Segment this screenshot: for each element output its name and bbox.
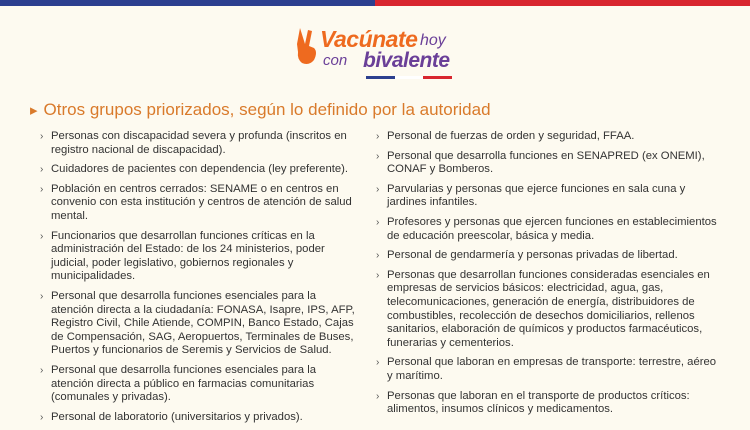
list-item: [376, 130, 718, 144]
bullet-chevron-icon: ›: [40, 364, 44, 376]
list-item-text: Funcionarios que desarrollan funciones críticas en la administración del Estado: de los 24 ministerios, poder judicial, poder legislativo, gobiernos regionales y municipalidades.: [51, 229, 325, 283]
list-item-text: Personas que desarrollan funciones consideradas esenciales en empresas de servicios básicos: electricidad, agua, gas, telecomunicaciones, generación de energía, distribuidores de combustibles, recolección de desechos domiciliarios, rellenos sanitarios, elaboración de químicos y productos farmacéuticos, funerarias y cementerios.: [387, 268, 710, 349]
list-item: [376, 356, 718, 383]
list-item-text: Personal de gendarmería y personas privadas de libertad.: [387, 249, 678, 262]
bullet-chevron-icon: ›: [40, 230, 44, 242]
list-item-text: Personal que desarrolla funciones esenciales para la atención directa a la ciudadanía: FONASA, Isapre, IPS, AFP, Registro Civil, Chile Atiende, COMPIN, Banco Estado, Cajas de Compensación, SAG, Aeropuertos, Terminales de Buses, Puertos y funcionarios de Seremis y Servicios de Salud.: [51, 289, 355, 357]
bullet-chevron-icon: ›: [40, 411, 44, 423]
bullet-chevron-icon: ›: [376, 390, 380, 402]
list-item-text: Personas con discapacidad severa y profunda (inscritos en registro nacional de discapacidad).: [51, 130, 347, 156]
bullet-chevron-icon: ›: [40, 131, 44, 142]
list-item: [376, 269, 718, 351]
bullet-chevron-icon: ›: [376, 250, 380, 262]
list-item-text: Parvularias y personas que ejerce funciones en sala cuna y jardines infantiles.: [387, 182, 686, 209]
list-item-text: Profesores y personas que ejercen funciones en establecimientos de educación preescolar, básica y media.: [387, 215, 717, 242]
list-item: [376, 150, 718, 177]
logo-word-hoy: hoy: [420, 32, 446, 49]
list-item: [376, 249, 718, 263]
campaign-logo: [290, 22, 470, 80]
logo-word-con: con: [323, 52, 348, 69]
list-item-text: Personas que laboran en el transporte de productos críticos: alimentos, insumos clínicos y medicamentos.: [387, 389, 690, 416]
bullet-chevron-icon: ›: [40, 183, 44, 195]
section-heading-text: Otros grupos priorizados, según lo definido por la autoridad: [43, 100, 491, 119]
list-item: [376, 183, 718, 210]
bullet-chevron-icon: ›: [376, 150, 380, 162]
list-item: [40, 364, 358, 405]
list-item-text: Población en centros cerrados: SENAME o en centros en convenio con esta institución y centros de atención de salud mental.: [51, 182, 352, 222]
logo-underline: [366, 76, 452, 79]
bullet-chevron-icon: ›: [40, 290, 44, 302]
logo-word-bivalente: bivalente: [363, 49, 450, 72]
victory-hand-icon: [294, 26, 322, 66]
top-color-bar: [0, 0, 750, 6]
list-item-text: Personal que desarrolla funciones esenciales para la atención directa a público en farmacias comunitarias (comunales y privadas).: [51, 363, 317, 404]
bullet-chevron-icon: ›: [40, 164, 44, 176]
list-item: [40, 230, 358, 284]
bullet-chevron-icon: ›: [376, 183, 380, 195]
list-item: [40, 130, 358, 157]
bullet-chevron-icon: ›: [376, 216, 380, 228]
list-item: [40, 163, 358, 177]
right-list: [376, 130, 718, 423]
logo-word-vacunate: Vacúnate: [320, 26, 418, 52]
list-item: [40, 183, 358, 224]
list-item-text: Personal que desarrolla funciones en SENAPRED (ex ONEMI), CONAF y Bomberos.: [387, 149, 705, 176]
bullet-chevron-icon: ›: [376, 131, 380, 142]
list-item: [40, 411, 358, 425]
list-item-text: Personal de fuerzas de orden y seguridad, FFAA.: [387, 130, 635, 142]
chevron-right-icon: ▸: [30, 102, 38, 119]
section-heading: [30, 100, 730, 120]
list-item-text: Personal que laboran en empresas de transporte: terrestre, aéreo y marítimo.: [387, 356, 717, 382]
top-bar-blue: [0, 0, 375, 6]
list-item-text: Cuidadores de pacientes con dependencia (ley preferente).: [51, 163, 349, 176]
list-item: [376, 390, 718, 417]
list-item-text: Personal de laboratorio (universitarios y privados).: [51, 410, 303, 423]
list-item: [376, 216, 718, 243]
top-bar-red: [375, 0, 750, 6]
bullet-chevron-icon: ›: [376, 357, 380, 369]
left-list: [40, 130, 358, 430]
bullet-chevron-icon: ›: [376, 269, 380, 281]
list-item: [40, 290, 358, 358]
